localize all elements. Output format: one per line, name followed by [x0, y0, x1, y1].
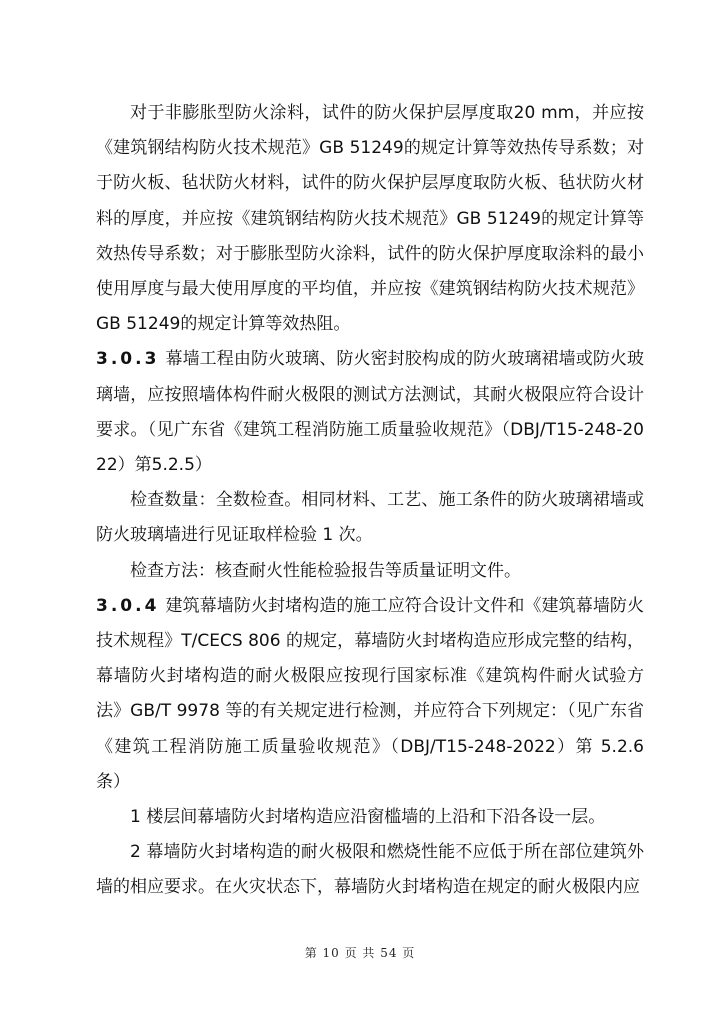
- list-item-text: 2 幕墙防火封堵构造的耐火极限和燃烧性能不应低于所在部位建筑外墙的相应要求。在火灾状态下，幕墙防火封堵构造在规定的耐火极限内应: [96, 842, 644, 898]
- clause-number: 3.0.4: [96, 595, 160, 616]
- clause-text: 建筑幕墙防火封堵构造的施工应符合设计文件和《建筑幕墙防火技术规程》T/CECS 806 的规定，幕墙防火封堵构造应形成完整的结构，幕墙防火封堵构造的耐火极限应按现行国家标准《建筑构件耐火试验方法》GB/T 9978 等的有关规定进行检测，并应符合下列规定：（见广东省《建筑工程消防施工质量验收规范》（DBJ/T15-248-2022）第 5.2.6 条）: [96, 595, 644, 792]
- paragraph-fire-coating-thickness: [96, 96, 644, 342]
- list-item-1: [96, 800, 644, 835]
- clause-3-0-3: [96, 342, 644, 483]
- paragraph-text: 检查数量：全数检查。相同材料、工艺、施工条件的防火玻璃裙墙或防火玻璃墙进行见证取样检验 1 次。: [96, 490, 644, 546]
- clause-text: 幕墙工程由防火玻璃、防火密封胶构成的防火玻璃裙墙或防火玻璃墙，应按照墙体构件耐火极限的测试方法测试，其耐火极限应符合设计要求。（见广东省《建筑工程消防施工质量验收规范》（DBJ/T15-248-2022）第5.2.5）: [96, 349, 644, 476]
- document-body: [96, 96, 644, 906]
- paragraph-inspection-method: [96, 554, 644, 589]
- paragraph-text: 检查方法：核查耐火性能检验报告等质量证明文件。: [130, 560, 521, 581]
- clause-number: 3.0.3: [96, 349, 160, 370]
- list-item-2: [96, 835, 644, 905]
- paragraph-inspection-quantity: [96, 483, 644, 553]
- page-number-footer: 第 10 页 共 54 页: [304, 946, 416, 960]
- paragraph-text: 对于非膨胀型防火涂料，试件的防火保护层厚度取20 mm，并应按《建筑钢结构防火技术规范》GB 51249的规定计算等效热传导系数；对于防火板、毡状防火材料，试件的防火保护层厚度取防火板、毡状防火材料的厚度，并应按《建筑钢结构防火技术规范》GB 51249的规定计算等效热传导系数；对于膨胀型防火涂料，试件的防火保护厚度取涂料的最小使用厚度与最大使用厚度的平均值，并应按《建筑钢结构防火技术规范》GB 51249的规定计算等效热阻。: [96, 103, 644, 335]
- clause-3-0-4: [96, 589, 644, 800]
- list-item-text: 1 楼层间幕墙防火封堵构造应沿窗槛墙的上沿和下沿各设一层。: [130, 807, 606, 828]
